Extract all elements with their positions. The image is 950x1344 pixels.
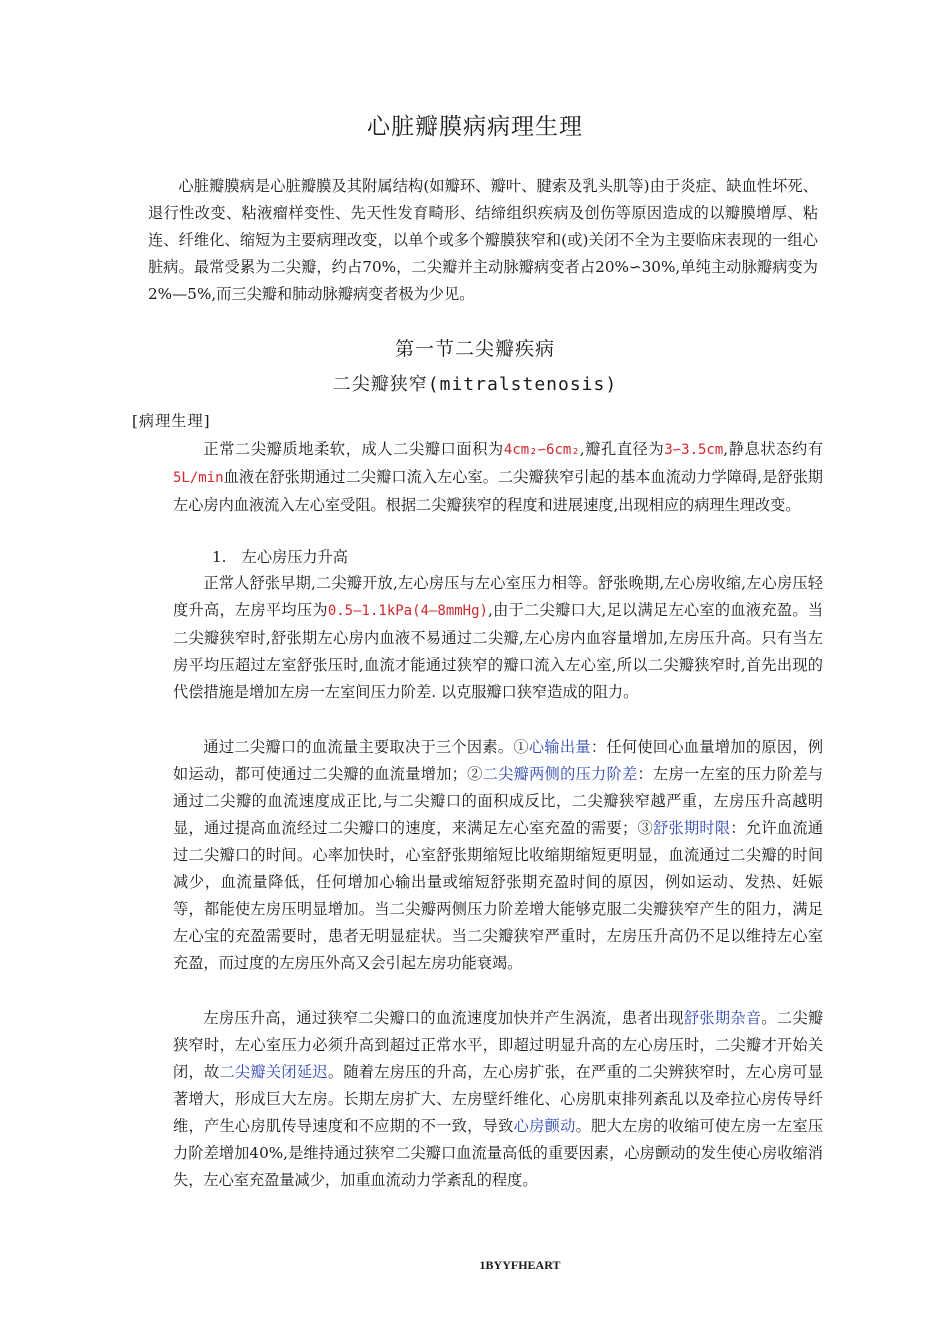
valve-area-value: 4cm₂∽6cm₂: [503, 442, 580, 458]
text-span: 。二尖瓣狭窄时，左心室压力必须升高到超过正常水平，即超过明显升高的左心房压时，二尖瓣才开始关闭，故: [173, 1009, 824, 1081]
text-span: 血液在舒张期通过二尖瓣口流入左心室。二尖瓣狭窄引起的基本血流动力学障碍,是舒张期左心房内血液流入左心室受阻。根据二尖瓣狭窄的程度和进展速度,出现相应的病理生理改变。: [173, 468, 823, 514]
page-title: 心脏瓣膜病病理生理: [367, 114, 583, 140]
term-diastolic-murmur: 舒张期杂音: [683, 1009, 762, 1027]
flow-rate-value: 5L/min: [173, 470, 224, 486]
page-footer: 1BYYFHEART: [479, 1258, 561, 1272]
paragraph-atrial-pressure: [173, 570, 823, 706]
paragraph-normal-valve: [173, 436, 823, 519]
text-span: ,由于二尖瓣口大,足以满足左心室的血液充盈。当二尖瓣狭窄时,舒张期左心房内血液不易通过二尖瓣,左心房内血容量增加,左房压升高。只有当左房平均压超过左室舒张压时,血流才能通过狭窄的瓣口流入左心室,所以二尖瓣狭窄时,首先出现的代偿措施是增加左房一左室间压力阶差. 以克服瓣口狭窄造成的阻力。: [173, 601, 824, 701]
term-cardiac-output: 心输出量: [528, 738, 591, 756]
text-span: 正常二尖瓣质地柔软，成人二尖瓣口面积为: [203, 440, 504, 458]
pathophysiology-label: [病理生理]: [132, 412, 211, 430]
text-span: ：左房一左室的压力阶差与通过二尖瓣的血流速度成正比,与二尖瓣口的面积成反比，二尖瓣狭窄越严重，左房压升高越明显，通过提高血流经过二尖瓣口的速度，来满足左心室充盈的需要；③: [173, 765, 824, 837]
paragraph-flow-factors: [173, 734, 823, 977]
list-item-left-atrial-pressure: 1. 左心房压力升高: [212, 548, 348, 566]
term-diastolic-period: 舒张期时限: [652, 819, 731, 837]
term-atrial-fibrillation: 心房颤动: [513, 1117, 576, 1135]
text-span: 通过二尖瓣口的血流量主要取决于三个因素。①: [203, 738, 529, 756]
text-span: 左房压升高，通过狭窄二尖瓣口的血流速度加快并产生涡流，患者出现: [203, 1009, 684, 1027]
paragraph-murmur-fibrillation: [173, 1005, 823, 1194]
valve-diameter-value: 3∽3.5cm: [664, 442, 724, 458]
term-delayed-closure: 二尖瓣关闭延迟: [219, 1063, 328, 1081]
section-title: 第一节二尖瓣疾病: [394, 338, 555, 360]
text-span: ：任何使回心血量增加的原因，例如运动，都可使通过二尖瓣的血流量增加；②: [173, 738, 824, 783]
text-span: 。随着左房压的升高，左心房扩张，在严重的二尖辨狭窄时，左心房可显著增大，形成巨大左房。长期左房扩大、左房壁纤维化、心房肌束排列紊乱以及牵拉心房传导纤维，产生心房肌传导速度和不应期的不一致，导致: [173, 1063, 824, 1135]
text-span: ：允许血流通过二尖瓣口的时间。心率加快时，心室舒张期缩短比收缩期缩短更明显，血流通过二尖瓣的时间减少，血流量降低，任何增加心输出量或缩短舒张期充盈时间的原因，例如运动、发热、妊娠等，都能使左房压明显增加。当二尖瓣两侧压力阶差增大能够克服二尖瓣狭窄产生的阻力，满足左心宝的充盈需要时，患者无明显症状。当二尖瓣狭窄严重时，左房压升高仍不足以维持左心室充盈，而过度的左房压外高又会引起左房功能衰竭。: [173, 819, 824, 972]
text-span: 正常人舒张早期,二尖瓣开放,左心房压与左心室压力相等。舒张晚期,左心房收缩,左心房压轻度升高，左房平均压为: [173, 574, 823, 619]
term-pressure-gradient: 二尖瓣两侧的压力阶差: [482, 765, 638, 783]
subsection-title: 二尖瓣狭窄(mitralstenosis): [332, 374, 618, 395]
pressure-value: 0.5—1.1kPa(4—8mmHg): [327, 603, 488, 619]
intro-paragraph: 心脏瓣膜病是心脏瓣膜及其附属结构(如瓣环、瓣叶、腱索及乳头肌等)由于炎症、缺血性坏死、退行性改变、粘液瘤样变性、先天性发育畸形、结缔组织疾病及创伤等原因造成的以瓣膜增厚、粘连、纤维化、缩短为主要病理改变，以单个或多个瓣膜狭窄和(或)关闭不全为主要临床表现的一组心脏病。最常受累为二尖瓣，约占70%，二尖瓣并主动脉瓣病变者占20%∽30%,单纯主动脉瓣病变为2%—5%,而三尖瓣和肺动脉瓣病变者极为少见。: [148, 177, 818, 303]
text-span: ,瓣孔直径为: [579, 440, 665, 458]
text-span: 。肥大左房的收缩可使左房一左室压力阶差增加40%,是维持通过狭窄二尖瓣口血流量高低的重要因素，心房颤动的发生使心房收缩消失，左心室充盈量减少，加重血流动力学紊乱的程度。: [173, 1117, 824, 1189]
text-span: ,静息状态约有: [723, 440, 824, 458]
